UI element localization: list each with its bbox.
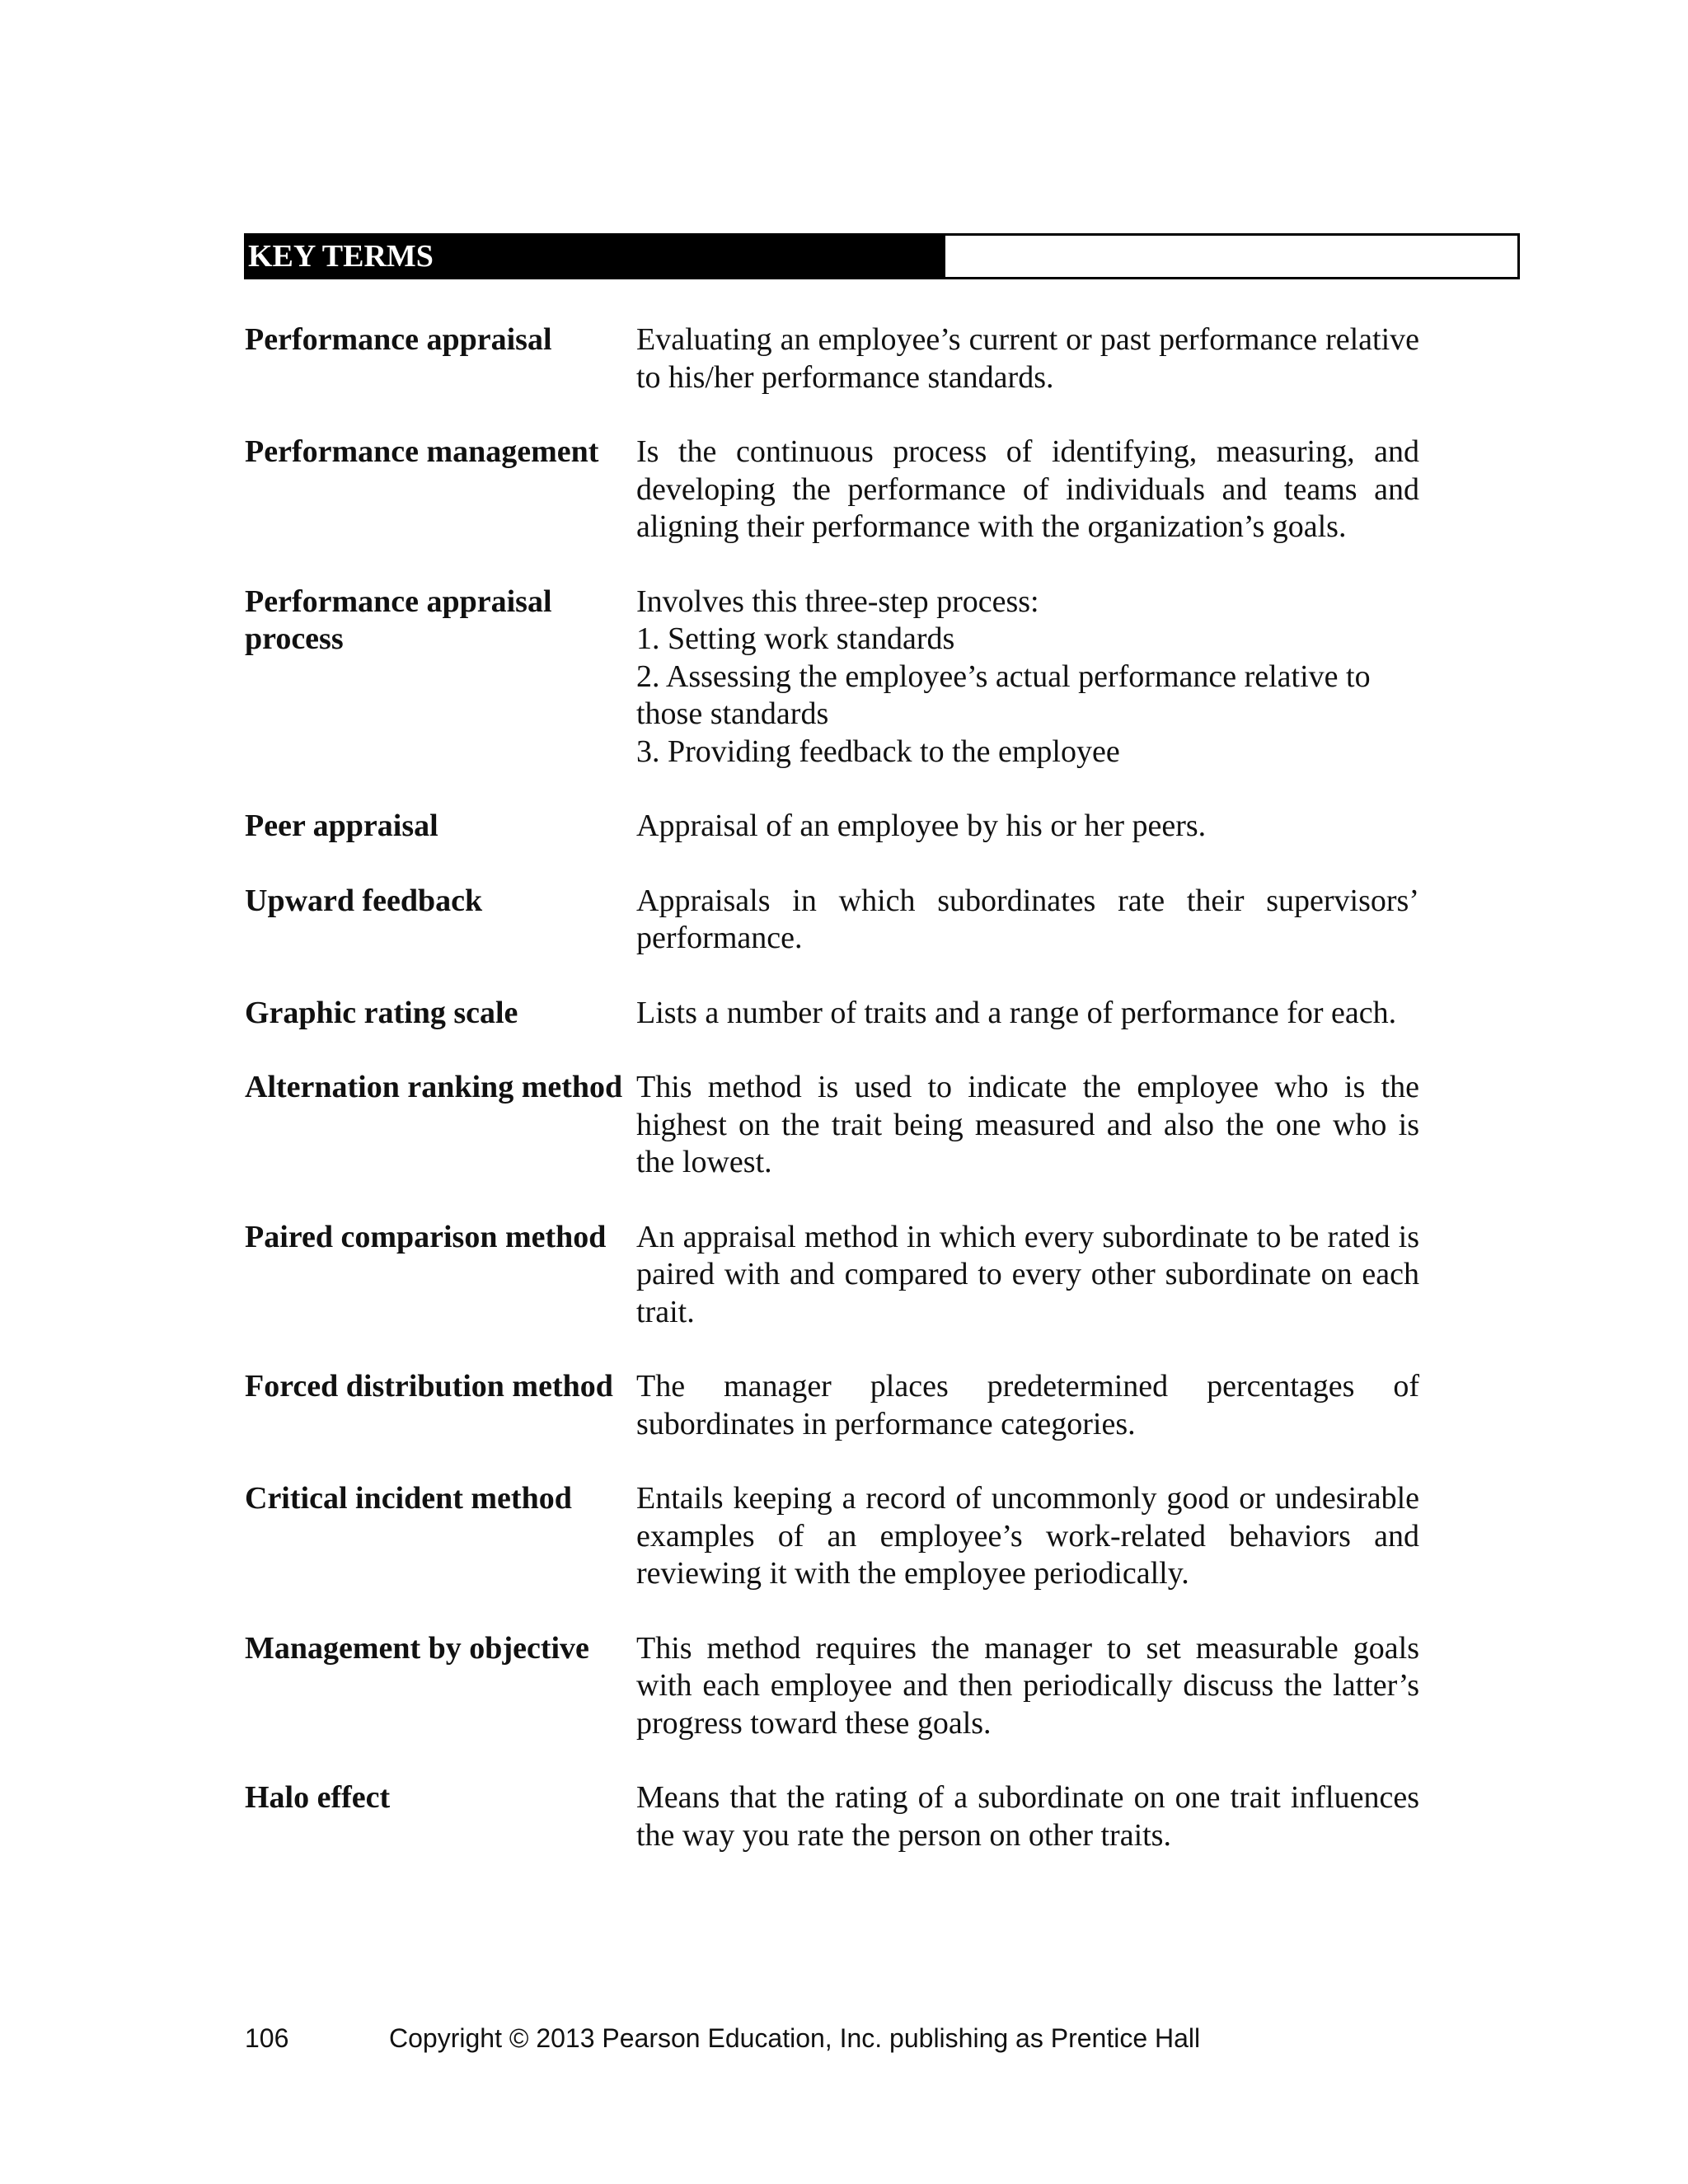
- step-item: 1. Setting work standards: [636, 621, 955, 656]
- term-name: Alternation ranking method: [245, 1070, 623, 1104]
- term-definition: This method is used to indicate the employee who is the highest on the trait being measured and also the one who is the lowest.: [636, 1070, 1419, 1179]
- term-definition: The manager places predetermined percentages of subordinates in performance categories.: [636, 1369, 1419, 1441]
- definition-intro: Involves this three-step process:: [636, 583, 1039, 619]
- term-row: [245, 808, 1419, 846]
- step-item: 2. Assessing the employee’s actual performance relative to those standards: [636, 658, 1371, 731]
- term-definition: Is the continuous process of identifying, measuring, and developing the performance of individuals and teams and aligning their performance with the organization’s goals.: [636, 434, 1419, 544]
- term-definition: An appraisal method in which every subordinate to be rated is paired with and compared to every other subordinate on each trait.: [636, 1219, 1419, 1329]
- term-row: [245, 1480, 1419, 1593]
- term-name: Forced distribution method: [245, 1369, 613, 1404]
- term-definition: Appraisal of an employee by his or her peers.: [636, 808, 1207, 843]
- term-name: Management by objective: [245, 1630, 589, 1666]
- term-row: [245, 1069, 1419, 1182]
- term-definition-list: [636, 583, 1419, 771]
- term-name: Performance appraisal process: [245, 583, 552, 656]
- key-terms-header: [244, 233, 1520, 279]
- term-row: [245, 995, 1419, 1033]
- term-definition: Evaluating an employee’s current or past performance relative to his/her performance standards.: [636, 322, 1419, 395]
- term-name: Peer appraisal: [245, 808, 438, 843]
- term-row: [245, 1779, 1419, 1854]
- header-blank-box: [943, 236, 1517, 277]
- term-row: [245, 1368, 1419, 1443]
- term-definition: Appraisals in which subordinates rate their supervisors’ performance.: [636, 883, 1419, 955]
- term-row: [245, 883, 1419, 958]
- term-row: [245, 434, 1419, 546]
- term-definition: Means that the rating of a subordinate on one trait influences the way you rate the person on other traits.: [636, 1780, 1419, 1853]
- term-definition: Lists a number of traits and a range of performance for each.: [636, 995, 1397, 1030]
- term-name: Graphic rating scale: [245, 995, 518, 1030]
- page-number: 106: [245, 2023, 289, 2053]
- term-name: Upward feedback: [245, 883, 483, 918]
- key-terms-list: [245, 321, 1419, 1891]
- term-definition: Entails keeping a record of uncommonly good or undesirable examples of an employee’s work-related behaviors and reviewing it with the employee periodically.: [636, 1481, 1419, 1591]
- step-item: 3. Providing feedback to the employee: [636, 733, 1120, 769]
- term-row: [245, 583, 1419, 771]
- term-name: Critical incident method: [245, 1481, 572, 1516]
- term-row: [245, 321, 1419, 396]
- term-name: Halo effect: [245, 1780, 391, 1815]
- term-name: Performance appraisal: [245, 322, 552, 357]
- term-name: Performance management: [245, 434, 599, 469]
- term-definition: This method requires the manager to set measurable goals with each employee and then periodically discuss the latter’s progress toward these goals.: [636, 1630, 1419, 1741]
- term-row: [245, 1630, 1419, 1743]
- term-name: Paired comparison method: [245, 1219, 607, 1254]
- key-terms-title: KEY TERMS: [246, 236, 943, 277]
- copyright-notice: Copyright © 2013 Pearson Education, Inc. publishing as Prentice Hall: [389, 2023, 1201, 2053]
- term-row: [245, 1219, 1419, 1332]
